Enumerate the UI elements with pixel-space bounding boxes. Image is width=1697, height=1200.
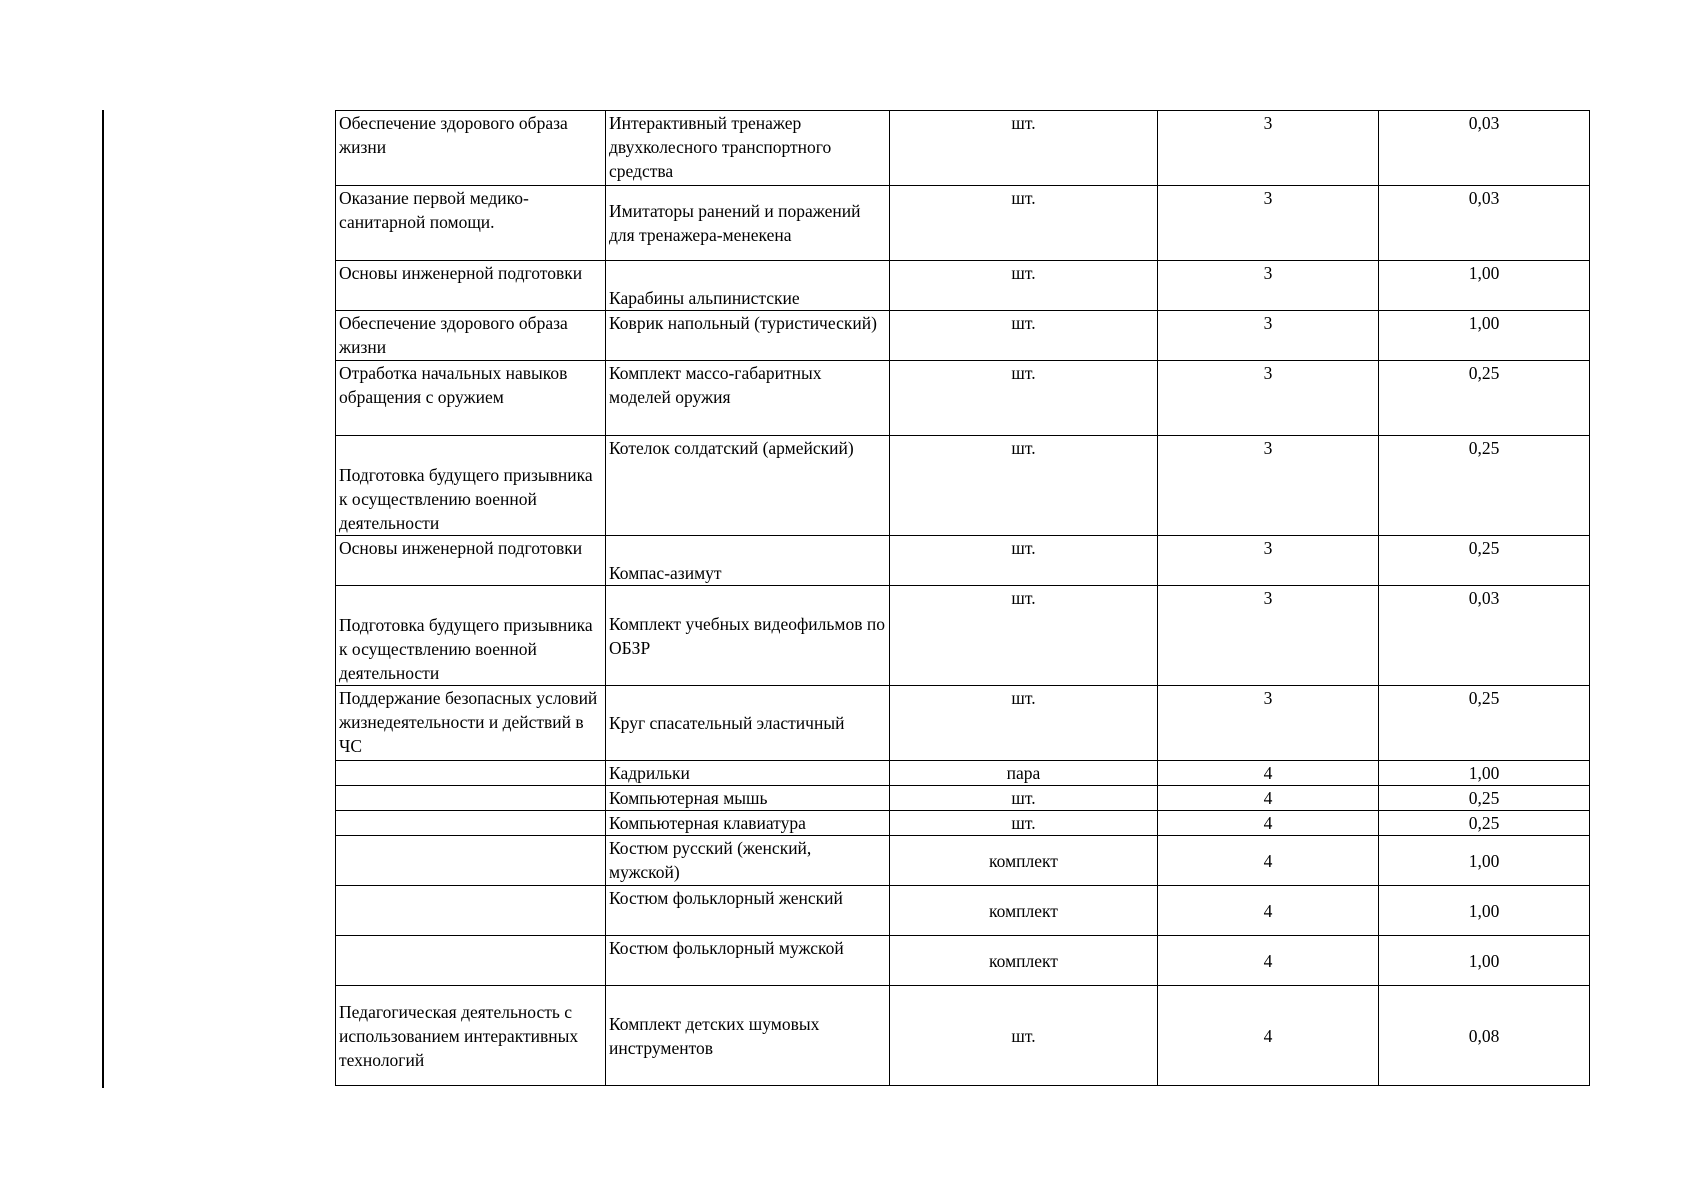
table-row [336, 761, 1590, 786]
quantity-cell: 3 [1158, 686, 1379, 761]
unit-cell: шт. [890, 111, 1158, 186]
quantity-cell: 3 [1158, 586, 1379, 686]
coefficient-cell: 0,03 [1379, 111, 1590, 186]
subject-cell [336, 886, 606, 936]
item-name-cell: Костюм фольклорный мужской [606, 936, 890, 986]
coefficient-cell: 0,25 [1379, 811, 1590, 836]
subject-cell: Поддержание безопасных условий жизнедеятельности и действий в ЧС [336, 686, 606, 761]
subject-cell: Оказание первой медико-санитарной помощи. [336, 186, 606, 261]
coefficient-cell: 1,00 [1379, 261, 1590, 311]
unit-cell: шт. [890, 186, 1158, 261]
item-name-cell: Комплект массо-габаритных моделей оружия [606, 361, 890, 436]
item-name-cell: Интерактивный тренажер двухколесного транспортного средства [606, 111, 890, 186]
unit-cell: шт. [890, 436, 1158, 536]
quantity-cell: 4 [1158, 761, 1379, 786]
item-name-cell: Имитаторы ранений и поражений для тренажера-менекена [606, 186, 890, 261]
quantity-cell: 3 [1158, 186, 1379, 261]
subject-cell [336, 761, 606, 786]
subject-cell: Обеспечение здорового образа жизни [336, 311, 606, 361]
coefficient-cell: 1,00 [1379, 886, 1590, 936]
coefficient-cell: 0,25 [1379, 786, 1590, 811]
coefficient-cell: 1,00 [1379, 761, 1590, 786]
unit-cell: шт. [890, 811, 1158, 836]
subject-cell: Отработка начальных навыков обращения с оружием [336, 361, 606, 436]
unit-cell: шт. [890, 261, 1158, 311]
subject-cell: Педагогическая деятельность с использованием интерактивных технологий [336, 986, 606, 1086]
unit-cell: шт. [890, 536, 1158, 586]
subject-cell: Основы инженерной подготовки [336, 261, 606, 311]
subject-cell [336, 836, 606, 886]
subject-cell: Подготовка будущего призывника к осуществлению военной деятельности [336, 586, 606, 686]
table-row [336, 436, 1590, 536]
quantity-cell: 4 [1158, 886, 1379, 936]
table-row [336, 536, 1590, 586]
item-name-cell: Карабины альпинистские [606, 261, 890, 311]
table-row [336, 311, 1590, 361]
quantity-cell: 3 [1158, 361, 1379, 436]
unit-cell: шт. [890, 986, 1158, 1086]
quantity-cell: 3 [1158, 436, 1379, 536]
item-name-cell: Компьютерная клавиатура [606, 811, 890, 836]
table-row [336, 186, 1590, 261]
item-name-cell: Костюм фольклорный женский [606, 886, 890, 936]
unit-cell: комплект [890, 886, 1158, 936]
equipment-table [335, 110, 1590, 1086]
quantity-cell: 3 [1158, 536, 1379, 586]
coefficient-cell: 1,00 [1379, 311, 1590, 361]
table-row [336, 111, 1590, 186]
quantity-cell: 3 [1158, 261, 1379, 311]
table-row [336, 686, 1590, 761]
coefficient-cell: 1,00 [1379, 936, 1590, 986]
unit-cell: шт. [890, 786, 1158, 811]
table-row [336, 586, 1590, 686]
unit-cell: комплект [890, 936, 1158, 986]
item-name-cell: Круг спасательный эластичный [606, 686, 890, 761]
item-name-cell: Комплект учебных видеофильмов по ОБЗР [606, 586, 890, 686]
coefficient-cell: 0,25 [1379, 361, 1590, 436]
unit-cell: пара [890, 761, 1158, 786]
coefficient-cell: 0,25 [1379, 686, 1590, 761]
item-name-cell: Костюм русский (женский, мужской) [606, 836, 890, 886]
coefficient-cell: 0,08 [1379, 986, 1590, 1086]
quantity-cell: 4 [1158, 936, 1379, 986]
table-row [336, 836, 1590, 886]
item-name-cell: Коврик напольный (туристический) [606, 311, 890, 361]
coefficient-cell: 1,00 [1379, 836, 1590, 886]
item-name-cell: Компас-азимут [606, 536, 890, 586]
quantity-cell: 4 [1158, 836, 1379, 886]
subject-cell [336, 786, 606, 811]
table-row [336, 811, 1590, 836]
item-name-cell: Кадрильки [606, 761, 890, 786]
item-name-cell: Комплект детских шумовых инструментов [606, 986, 890, 1086]
coefficient-cell: 0,25 [1379, 436, 1590, 536]
quantity-cell: 4 [1158, 986, 1379, 1086]
subject-cell [336, 811, 606, 836]
unit-cell: шт. [890, 311, 1158, 361]
unit-cell: шт. [890, 586, 1158, 686]
table-row [336, 261, 1590, 311]
table-row [336, 361, 1590, 436]
coefficient-cell: 0,25 [1379, 536, 1590, 586]
quantity-cell: 3 [1158, 111, 1379, 186]
unit-cell: шт. [890, 686, 1158, 761]
unit-cell: комплект [890, 836, 1158, 886]
subject-cell: Обеспечение здорового образа жизни [336, 111, 606, 186]
left-margin-line [102, 110, 104, 1088]
item-name-cell: Котелок солдатский (армейский) [606, 436, 890, 536]
unit-cell: шт. [890, 361, 1158, 436]
item-name-cell: Компьютерная мышь [606, 786, 890, 811]
table-row [336, 936, 1590, 986]
subject-cell: Основы инженерной подготовки [336, 536, 606, 586]
subject-cell [336, 936, 606, 986]
quantity-cell: 3 [1158, 311, 1379, 361]
subject-cell: Подготовка будущего призывника к осуществлению военной деятельности [336, 436, 606, 536]
quantity-cell: 4 [1158, 786, 1379, 811]
quantity-cell: 4 [1158, 811, 1379, 836]
table-row [336, 786, 1590, 811]
coefficient-cell: 0,03 [1379, 586, 1590, 686]
coefficient-cell: 0,03 [1379, 186, 1590, 261]
table-row [336, 986, 1590, 1086]
table-row [336, 886, 1590, 936]
